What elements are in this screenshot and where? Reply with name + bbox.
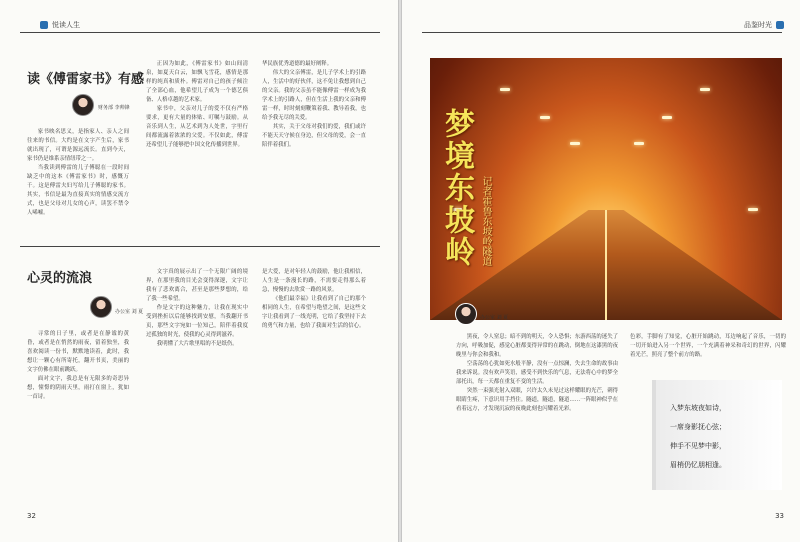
page-number: 33 — [775, 512, 784, 520]
paragraph: 面对文字，我总是有无限多的奇思异想，憧憬的阴雨天里，雨打在窗上，犹如一首诗。 — [27, 376, 129, 400]
article-byline: 办公室 刘 夏 — [480, 315, 509, 321]
tunnel-light — [540, 116, 550, 119]
tunnel-light — [700, 88, 710, 91]
right-column-1 — [456, 333, 618, 414]
paragraph: 色彩，手脚有了知觉，心脏开始跳动，耳边响起了音乐，一切的一切开始进入另一个世界，一个充满着神采和奇幻的世界，闪耀着光芒，照亮了整个前方的路。 — [630, 334, 786, 358]
tunnel-light — [662, 116, 672, 119]
paragraph: 当我读到傅雷的儿子傅聪在一段时间缺乏中的这本《傅雷家书》时，感慨万千。这是傅雷夫妇写给儿子傅聪的家书。其实，书信是最为直接真实的情感交流方式，也是父母对儿女的心声，读罢不禁令人唏嘘。 — [27, 165, 129, 216]
article2-column-3 — [262, 268, 366, 331]
paragraph: 是大爱，是对年轻人的鼓励，他让我相信，人生是一条漫长的路，不需要走得那么着急，慢慢的去欣赏一路的风景。 — [262, 269, 366, 293]
author-avatar — [455, 303, 477, 325]
right-page — [402, 0, 800, 542]
article1-column-1 — [27, 128, 129, 218]
article2-column-1 — [27, 330, 129, 402]
paragraph: 我明懂了大片歌里唱的不是纸伤。 — [156, 341, 238, 347]
left-header-label: 悦读人生 — [52, 21, 80, 29]
tunnel-photo — [430, 58, 782, 320]
road-lane-line — [605, 210, 607, 320]
poem-line: 伸手不见梦中影， — [670, 442, 726, 450]
header-rule — [20, 32, 380, 33]
tunnel-light — [634, 142, 644, 145]
paragraph: 突然一束强光射入双眼，兴许太久未见过这样耀眼的光芒，刺得眼睛生疼，下意识用手挡住。隧道，隧道，隧道……一阵眼神似乎在看着远方，才发现沉寂的夜晚此刻也闪耀着光彩。 — [456, 388, 618, 412]
left-header — [40, 20, 80, 30]
article1-byline: 财务部 李帅锋 — [98, 105, 130, 111]
article1-column-3 — [262, 60, 366, 150]
paragraph: 伟大的父亲傅雷，是儿子学术上的引路人，生活中的好伙伴，这不免让我想到自己的父亲。我的父亲虽不能像傅雷一样成为我学术上的引路人，但在生活上我的父亲和傅雷一样，时时刻刻鞭策着我、教导着我，也给予我无尽的关爱。 — [262, 70, 366, 121]
paragraph: 作是文字的这种魅力，让我在现实中受到挫折以后能够找到安慰，当我翻开书页，那些文字宛如一位知己，陪伴着我度过孤独的时光，使我的心灵得到滋养。 — [146, 305, 248, 338]
article-title: 梦境东坡岭 — [439, 108, 474, 268]
right-header — [744, 20, 784, 30]
article2-title: 心灵的流浪 — [27, 271, 93, 286]
article1-column-2 — [146, 60, 248, 150]
paragraph: 家书映名思义，是指家人、亲人之间往来的书信。大约是在文字产生后，家书就出现了，可谓是源远流长。直到今天，家书仍是维系亲情纽带之一。 — [27, 129, 129, 162]
article2-column-2 — [146, 268, 248, 349]
tunnel-light — [748, 208, 758, 211]
section-icon — [776, 21, 784, 29]
poem — [670, 399, 726, 475]
paragraph: 家书中，父亲对儿子的爱不仅有严格要求，更有大量的体贴、叮嘱与鼓励。从音乐到人生，从艺术到为人处世，字里行间都流露着浓浓的父爱。不仅如此，傅雷还希望儿子能够把中国文化传播到世界。 — [146, 106, 248, 148]
paragraph: 《他们最幸福》让我看到了自己的那个相同的人生，在希望与绝望之间，是这些文字让我看到了一线光明，它给了我坚持下去的勇气和力量，也给了我面对生活的信心。 — [262, 296, 366, 329]
article2-byline: 办公室 刘 夏 — [115, 309, 144, 315]
paragraph: 文字真的展示出了一个无限广阔的境界，在那里我的目光会变得深邃，文字让我有了悲欢离合，甚至是那些梦想的，给了我一些希望。 — [146, 269, 248, 302]
article-subtitle: 记者霍鲁东坡岭隧道 — [480, 176, 491, 266]
poem-line: 入梦东坡夜如诗， — [670, 404, 726, 412]
right-column-2 — [630, 333, 786, 360]
header-rule — [422, 32, 782, 33]
left-page — [0, 0, 398, 542]
article1-title: 读《傅雷家书》有感 — [27, 72, 145, 87]
paragraph: 空荡荡的心犹如死水般平静，没有一点惊澜，失去生命的故事由我来诉说。没有欢声笑语，感受不到快乐的气息，无法将心中的梦全部托出，每一天都在重复不变的生活。 — [456, 361, 618, 385]
right-header-label: 品鉴时光 — [744, 21, 772, 29]
author-avatar — [72, 94, 94, 116]
tunnel-light — [500, 88, 510, 91]
section-divider — [20, 246, 380, 247]
paragraph: 正因为如此，《傅雷家书》如山间清泉，如夏天白云，如飘飞雪花，感情是那样的纯真和质朴。傅雷对自己的孩子倾注了全部心血，他希望儿子成为一个德艺俱备、人格卓越的艺术家。 — [146, 61, 248, 103]
poem-line: 眉梢仍忆朋相逢。 — [670, 461, 726, 469]
tunnel-light — [570, 142, 580, 145]
paragraph: 其实，关于父母对我们的爱，我们或许不能天天守候在身边，但父母的爱，会一直陪伴着我们。 — [262, 124, 366, 148]
section-icon — [40, 21, 48, 29]
paragraph: 黑夜，令人窒息；暗不到的明天，令人恐惧；东游西荡的迷失了方向，呼吸加促，感觉心脏都变得异常的在跳动，倒地在这漆黑的夜晚里与你会和我和。 — [456, 334, 618, 358]
paragraph: 华民族优秀道德的最好阐释。 — [262, 61, 333, 67]
poem-line: 一席身影抚心弦； — [670, 423, 726, 431]
page-number: 32 — [27, 512, 36, 520]
paragraph: 寻常的日子里，或者是在静谧的黄昏，或者是在悄然的雨夜，留着独坐，我喜欢阅读一份书，默默地读着，此时，我想让一颗心有所寄托，翻开书页，美丽的文字仿佛在眼前跳跃。 — [27, 331, 129, 373]
author-avatar — [90, 296, 112, 318]
